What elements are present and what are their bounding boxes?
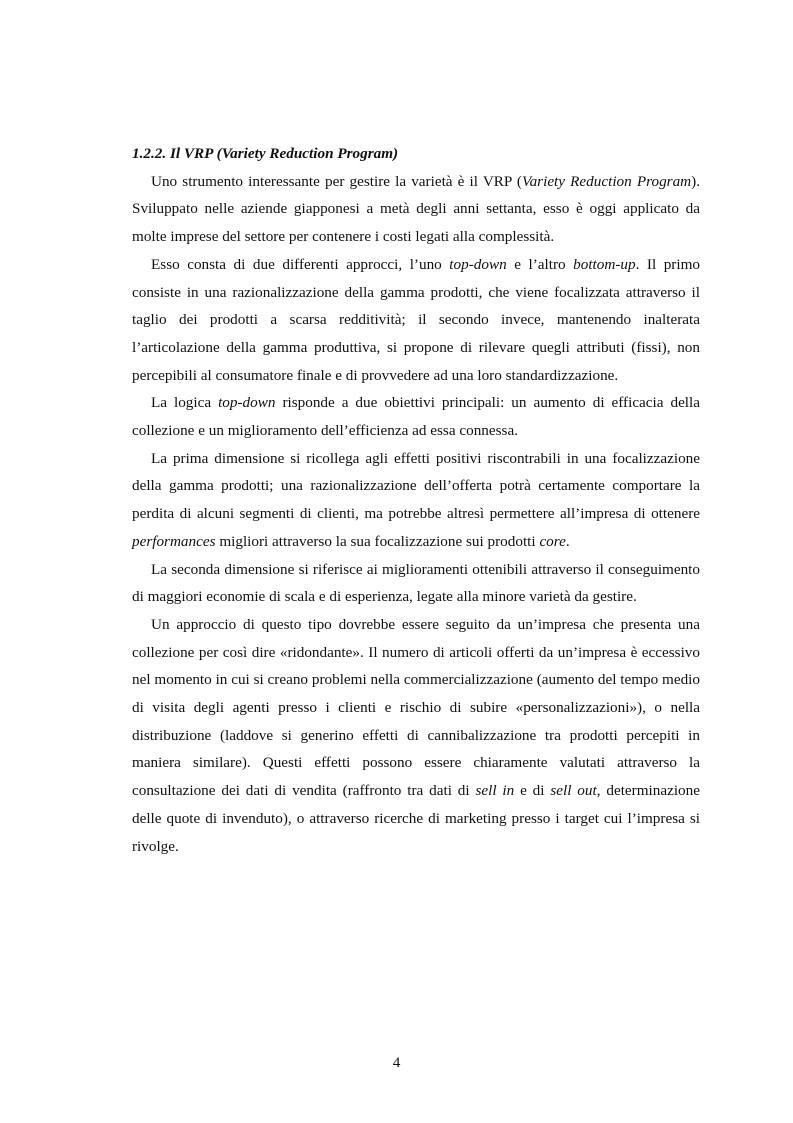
paragraph-6 (132, 611, 700, 860)
italic-term: sell in (475, 782, 515, 800)
page-body (132, 140, 700, 860)
paragraph-2 (132, 251, 700, 390)
italic-term: Variety Reduction Program (522, 172, 692, 190)
text-run: ). Sviluppato nelle aziende giapponesi a metà degli anni settanta, esso è oggi applicato da molte imprese del settore per contenere i costi legati alla complessità. (132, 172, 700, 246)
text-run: . Il primo consiste in una razionalizzazione della gamma prodotti, che viene focalizzata attraverso il taglio dei prodotti a scarsa redditività; il secondo invece, mantenendo inalterata l’articolazione della gamma produttiva, si propone di rilevare quegli attributi (fissi), non percepibili al consumatore finale e di provvedere ad una loro standardizzazione. (132, 255, 700, 384)
section-title: Il VRP (Variety Reduction Program) (169, 145, 399, 162)
paragraph-3 (132, 389, 700, 444)
text-run: , determinazione delle quote di invenduto), o attraverso ricerche di marketing presso i target cui l’impresa si rivolge. (132, 782, 700, 855)
text-run: La logica (151, 394, 219, 412)
text-run: risponde a due obiettivi principali: un aumento di efficacia della collezione e un miglioramento dell’efficienza ad essa connessa. (132, 394, 700, 440)
paragraph-1 (132, 168, 700, 251)
text-run: Esso consta di due differenti approcci, l’uno (151, 255, 450, 273)
italic-term: core (539, 532, 566, 550)
section-number: 1.2.2. (132, 145, 167, 162)
text-run: La prima dimensione si ricollega agli effetti positivi riscontrabili in una focalizzazione della gamma prodotti; una razionalizzazione dell’offerta potrà certamente comportare la perdita di alcuni segmenti di clienti, ma potrebbe altresì permettere all’impresa di ottenere (132, 449, 700, 523)
text-run: migliori attraverso la sua focalizzazione sui prodotti (215, 532, 540, 550)
italic-term: bottom-up (573, 255, 636, 273)
page-number: 4 (392, 1054, 401, 1071)
paragraph-5 (132, 556, 700, 611)
section-heading (132, 140, 700, 168)
text-run: e l’altro (506, 255, 574, 273)
text-run: La seconda dimensione si riferisce ai miglioramenti ottenibili attraverso il conseguimento di maggiori economie di scala e di esperienza, legate alla minore varietà da gestire. (132, 560, 700, 606)
italic-term: performances (132, 532, 216, 550)
text-run: Un approccio di questo tipo dovrebbe essere seguito da un’impresa che presenta una collezione per così dire «ridondante». Il numero di articoli offerti da un’impresa è eccessivo nel momento in cui si creano problemi nella commercializzazione (aumento del tempo medio di visita degli agenti presso i clienti e rischio di subire «personalizzazioni»), o nella distribuzione (laddove si generino effetti di cannibalizzazione tra prodotti percepiti in maniera similare). Questi effetti possono essere chiaramente valutati attraverso la consultazione dei dati di vendita (raffronto tra dati di (132, 615, 700, 800)
italic-term: top-down (449, 255, 507, 273)
paragraph-4 (132, 445, 700, 556)
text-run: . (565, 532, 570, 550)
text-run: Uno strumento interessante per gestire la varietà è il VRP ( (151, 172, 522, 190)
italic-term: sell out (550, 782, 597, 800)
text-run: e di (514, 782, 551, 800)
italic-term: top-down (218, 394, 276, 412)
